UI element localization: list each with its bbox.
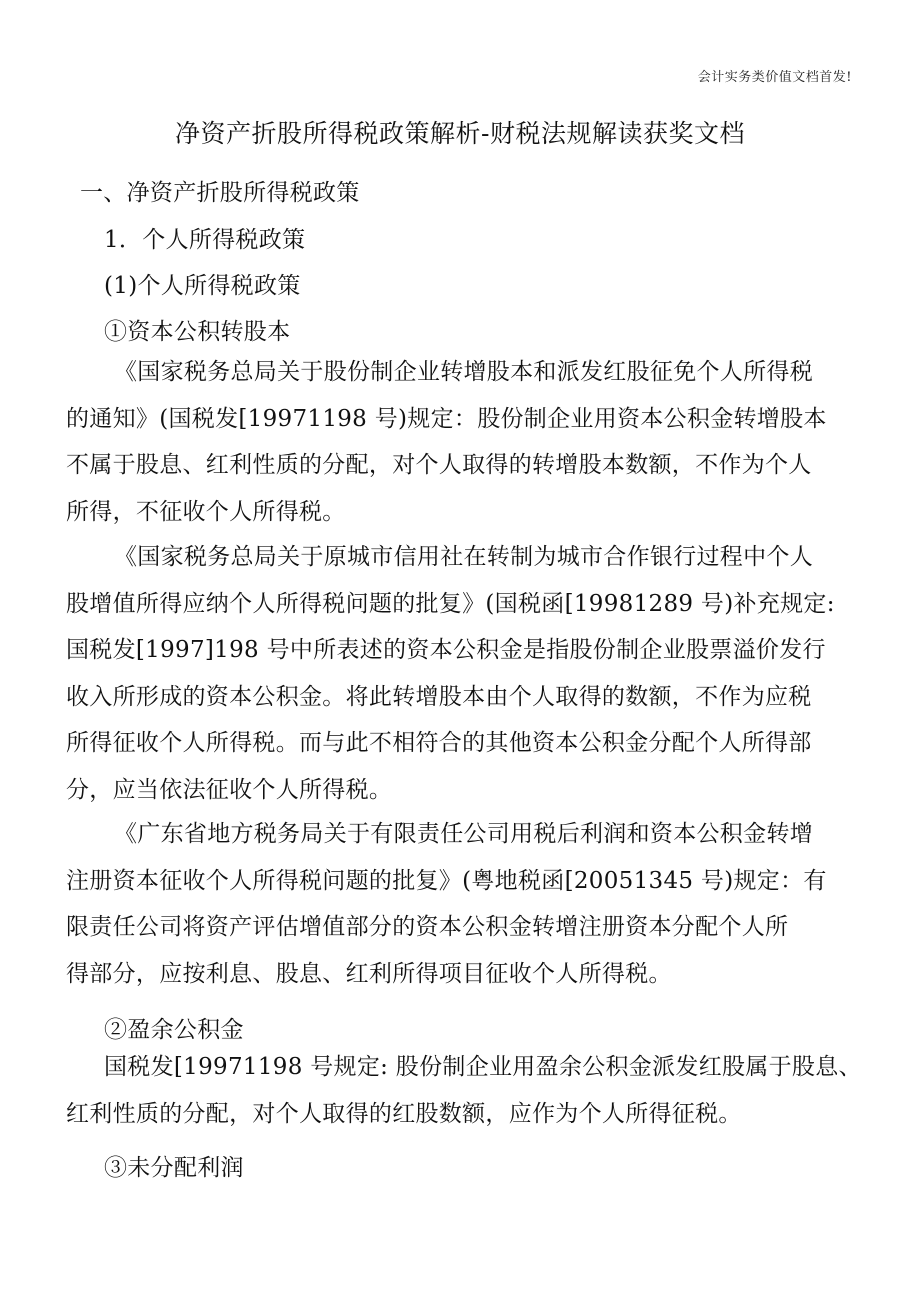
item-heading: ②盈余公积金 (104, 1017, 244, 1043)
paragraph (66, 349, 866, 535)
paragraph-line: 红利性质的分配，对个人取得的红股数额，应作为个人所得征税。 (66, 1100, 742, 1127)
paragraph-line: 所得征收个人所得税。而与此不相符合的其他资本公积金分配个人所得部 (66, 730, 812, 756)
paragraph-line: 《国家税务总局关于股份制企业转增股本和派发红股征免个人所得税 (114, 359, 813, 385)
paragraph-line: 股增值所得应纳个人所得税问题的批复》(国税函[19981289 号)补充规定: (66, 590, 835, 617)
document-title: 净资产折股所得税政策解析-财税法规解读获奖文档 (175, 119, 745, 148)
subsection-heading: 1．个人所得税政策 (104, 227, 306, 253)
paragraph-line: 的通知》(国税发[19971198 号)规定：股份制企业用资本公积金转增股本 (66, 405, 827, 432)
paragraph-line: 《广东省地方税务局关于有限责任公司用税后利润和资本公积金转增 (114, 821, 813, 847)
paragraph-line: 注册资本征收个人所得税问题的批复》(粤地税函[20051345 号)规定：有 (66, 867, 827, 894)
subsection-heading: (1)个人所得税政策 (104, 273, 301, 299)
paragraph-line: 不属于股息、红利性质的分配，对个人取得的转增股本数额，不作为个人 (66, 452, 812, 478)
paragraph-line: 限责任公司将资产评估增值部分的资本公积金转增注册资本分配个人所 (66, 914, 789, 940)
paragraph-line: 分，应当依法征收个人所得税。 (66, 776, 393, 803)
paragraph-line: 《国家税务总局关于原城市信用社在转制为城市合作银行过程中个人 (114, 544, 813, 570)
paragraph-line: 得部分，应按利息、股息、红利所得项目征收个人所得税。 (66, 960, 672, 987)
paragraph-line: 所得，不征收个人所得税。 (66, 498, 346, 525)
paragraph-line: 收入所形成的资本公积金。将此转增股本由个人取得的数额，不作为应税 (66, 683, 812, 710)
paragraph (66, 811, 866, 997)
paragraph (66, 1044, 886, 1137)
section-heading: 一、净资产折股所得税政策 (80, 180, 360, 206)
item-heading: ③未分配利润 (104, 1155, 244, 1181)
paragraph-line: 国税发[19971198 号规定: 股份制企业用盈余公积金派发红股属于股息、 (104, 1054, 862, 1080)
header-note: 会计实务类价值文档首发! (697, 70, 852, 85)
paragraph-line: 国税发[1997]198 号中所表述的资本公积金是指股份制企业股票溢价发行 (66, 637, 826, 663)
item-heading: ①资本公积转股本 (104, 319, 291, 345)
paragraph (66, 534, 866, 813)
